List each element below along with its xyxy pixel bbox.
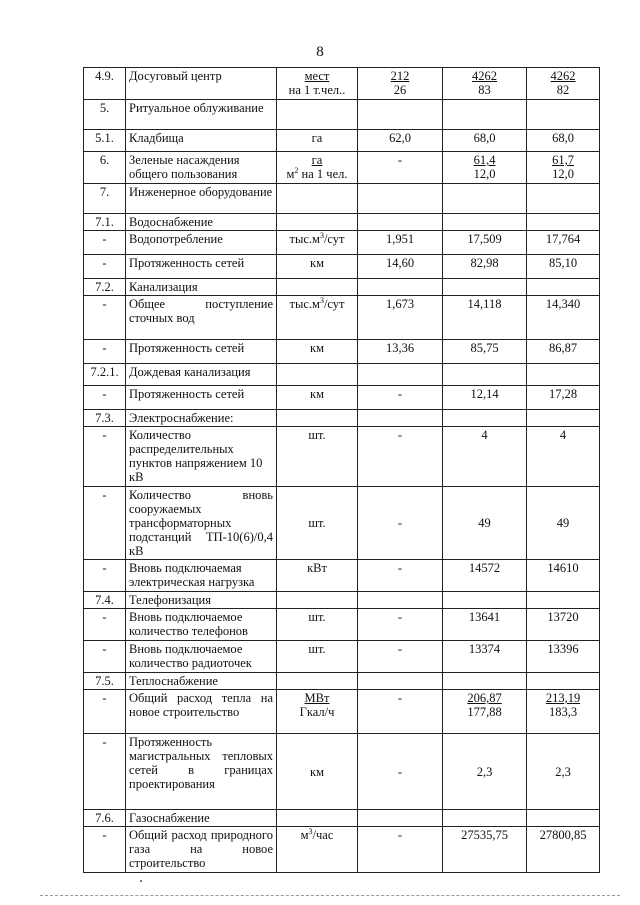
row-value-1: 14,60 bbox=[358, 255, 443, 279]
table-row bbox=[84, 184, 600, 214]
row-number: 7.1. bbox=[84, 214, 126, 231]
scan-artifact bbox=[140, 880, 142, 882]
row-name: Протяженность сетей bbox=[126, 255, 277, 279]
row-unit: шт. bbox=[277, 641, 358, 673]
table-row bbox=[84, 231, 600, 255]
row-number: - bbox=[84, 641, 126, 673]
row-unit: шт. bbox=[277, 487, 358, 560]
row-name: Зеленые насаждения общего пользования bbox=[126, 152, 277, 184]
row-value-1: - bbox=[358, 386, 443, 410]
table-row bbox=[84, 641, 600, 673]
row-unit: км bbox=[277, 340, 358, 364]
row-number: 5.1. bbox=[84, 130, 126, 152]
table-row bbox=[84, 296, 600, 340]
row-value-2: 14572 bbox=[443, 560, 527, 592]
row-name: Водоснабжение bbox=[126, 214, 277, 231]
row-value-1: - bbox=[358, 641, 443, 673]
row-unit: км bbox=[277, 386, 358, 410]
row-number: - bbox=[84, 734, 126, 810]
row-value-3: 17,764 bbox=[527, 231, 600, 255]
row-value-2: 17,509 bbox=[443, 231, 527, 255]
row-value-3: 17,28 bbox=[527, 386, 600, 410]
row-value-2: 13374 bbox=[443, 641, 527, 673]
row-name: Вновь подключаемое количество радиоточек bbox=[126, 641, 277, 673]
table-row bbox=[84, 255, 600, 279]
row-value-3: 49 bbox=[527, 487, 600, 560]
row-number: - bbox=[84, 827, 126, 873]
row-value-2: 4 bbox=[443, 427, 527, 487]
row-number: 7.4. bbox=[84, 592, 126, 609]
table-row bbox=[84, 340, 600, 364]
row-value-2: 68,0 bbox=[443, 130, 527, 152]
table-row bbox=[84, 68, 600, 100]
row-value-3: 14610 bbox=[527, 560, 600, 592]
row-unit: $тыс.м^3$/сут bbox=[277, 296, 358, 340]
table-row bbox=[84, 592, 600, 609]
row-number: - bbox=[84, 690, 126, 734]
row-name: Протяженность сетей bbox=[126, 386, 277, 410]
row-name: Газоснабжение bbox=[126, 810, 277, 827]
row-name: Канализация bbox=[126, 279, 277, 296]
table-row bbox=[84, 810, 600, 827]
row-unit: км bbox=[277, 255, 358, 279]
row-number: - bbox=[84, 386, 126, 410]
row-value-2: 13641 bbox=[443, 609, 527, 641]
row-value-3: 2,3 bbox=[527, 734, 600, 810]
row-value-1: - bbox=[358, 427, 443, 487]
table-row bbox=[84, 560, 600, 592]
row-number: - bbox=[84, 609, 126, 641]
row-value-3: 85,10 bbox=[527, 255, 600, 279]
row-value-1: - bbox=[358, 152, 443, 184]
row-unit: шт. bbox=[277, 609, 358, 641]
row-value-1: 62,0 bbox=[358, 130, 443, 152]
row-number: 7.6. bbox=[84, 810, 126, 827]
row-name: Вновь подключаемое количество телефонов bbox=[126, 609, 277, 641]
row-unit: $м^3$/час bbox=[277, 827, 358, 873]
row-value-2: 27535,75 bbox=[443, 827, 527, 873]
row-value-3: 4 bbox=[527, 427, 600, 487]
row-name: Протяженность сетей bbox=[126, 340, 277, 364]
row-number: 4.9. bbox=[84, 68, 126, 100]
row-value-2: 4262 83 bbox=[443, 68, 527, 100]
table-row bbox=[84, 690, 600, 734]
row-value-1: - bbox=[358, 827, 443, 873]
row-name: Досуговый центр bbox=[126, 68, 277, 100]
row-value-2: 82,98 bbox=[443, 255, 527, 279]
row-value-1: - bbox=[358, 734, 443, 810]
row-name: Количество распределительных пунктов напряжением 10 кВ bbox=[126, 427, 277, 487]
row-value-1: 13,36 bbox=[358, 340, 443, 364]
row-name: Инженерное оборудование bbox=[126, 184, 277, 214]
row-value-1: - bbox=[358, 560, 443, 592]
row-number: - bbox=[84, 427, 126, 487]
table-row bbox=[84, 279, 600, 296]
row-value-2: 206,87 177,88 bbox=[443, 690, 527, 734]
page-number: 8 bbox=[316, 44, 324, 60]
row-value-1: - bbox=[358, 690, 443, 734]
row-name: Протяженность магистральных тепловых сетей в границах проектирования bbox=[126, 734, 277, 810]
row-number: - bbox=[84, 560, 126, 592]
row-number: 7.5. bbox=[84, 673, 126, 690]
row-unit: га bbox=[277, 130, 358, 152]
table-row bbox=[84, 214, 600, 231]
row-value-3: 213,19 183,3 bbox=[527, 690, 600, 734]
table-row bbox=[84, 734, 600, 810]
row-number: 7.3. bbox=[84, 410, 126, 427]
row-name: Электроснабжение: bbox=[126, 410, 277, 427]
row-value-3: 4262 82 bbox=[527, 68, 600, 100]
row-number: 7.2. bbox=[84, 279, 126, 296]
row-name: Теплоснабжение bbox=[126, 673, 277, 690]
row-unit: МВт Гкал/ч bbox=[277, 690, 358, 734]
row-number: - bbox=[84, 296, 126, 340]
row-number: 6. bbox=[84, 152, 126, 184]
row-name: Ритуальное облуживание bbox=[126, 100, 277, 130]
row-name: Телефонизация bbox=[126, 592, 277, 609]
table-row bbox=[84, 487, 600, 560]
row-unit: шт. bbox=[277, 427, 358, 487]
row-value-1: 1,673 bbox=[358, 296, 443, 340]
row-value-2: 85,75 bbox=[443, 340, 527, 364]
table-row bbox=[84, 152, 600, 184]
table-row bbox=[84, 673, 600, 690]
row-name: Дождевая канализация bbox=[126, 364, 277, 386]
row-name: Общее поступление сточных вод bbox=[126, 296, 277, 340]
row-name: Вновь подключаемая электрическая нагрузка bbox=[126, 560, 277, 592]
row-value-3: 68,0 bbox=[527, 130, 600, 152]
row-value-3: 61,7 12,0 bbox=[527, 152, 600, 184]
row-number: - bbox=[84, 255, 126, 279]
table-row bbox=[84, 364, 600, 386]
table-row bbox=[84, 100, 600, 130]
row-name: Общий расход тепла на новое строительство bbox=[126, 690, 277, 734]
row-unit: км bbox=[277, 734, 358, 810]
row-value-3: 86,87 bbox=[527, 340, 600, 364]
table-row bbox=[84, 410, 600, 427]
row-value-2: 49 bbox=[443, 487, 527, 560]
row-value-2: 14,118 bbox=[443, 296, 527, 340]
row-number: - bbox=[84, 487, 126, 560]
row-name: Количество вновь сооружаемых трансформаторных подстанций ТП-10(6)/0,4 кВ bbox=[126, 487, 277, 560]
row-number: - bbox=[84, 231, 126, 255]
table-row bbox=[84, 130, 600, 152]
row-value-1: - bbox=[358, 609, 443, 641]
row-value-1: 212 26 bbox=[358, 68, 443, 100]
row-unit: га $м^2$ на 1 чел. bbox=[277, 152, 358, 184]
row-value-3: 14,340 bbox=[527, 296, 600, 340]
table-row bbox=[84, 386, 600, 410]
row-number: - bbox=[84, 340, 126, 364]
row-number: 7.2.1. bbox=[84, 364, 126, 386]
row-value-2: 61,4 12,0 bbox=[443, 152, 527, 184]
table-row bbox=[84, 427, 600, 487]
row-value-1: 1,951 bbox=[358, 231, 443, 255]
row-unit: кВт bbox=[277, 560, 358, 592]
scan-artifact-line bbox=[40, 895, 620, 896]
row-name: Общий расход природного газа на новое строительство bbox=[126, 827, 277, 873]
table-row bbox=[84, 827, 600, 873]
row-number: 7. bbox=[84, 184, 126, 214]
row-value-1: - bbox=[358, 487, 443, 560]
indicators-table bbox=[83, 67, 600, 873]
table-row bbox=[84, 609, 600, 641]
row-value-3: 27800,85 bbox=[527, 827, 600, 873]
row-value-2: 12,14 bbox=[443, 386, 527, 410]
row-value-3: 13396 bbox=[527, 641, 600, 673]
row-value-2: 2,3 bbox=[443, 734, 527, 810]
row-number: 5. bbox=[84, 100, 126, 130]
row-unit: мест на 1 т.чел.. bbox=[277, 68, 358, 100]
row-value-3: 13720 bbox=[527, 609, 600, 641]
row-name: Водопотребление bbox=[126, 231, 277, 255]
row-unit: $тыс.м^3$/сут bbox=[277, 231, 358, 255]
row-name: Кладбища bbox=[126, 130, 277, 152]
